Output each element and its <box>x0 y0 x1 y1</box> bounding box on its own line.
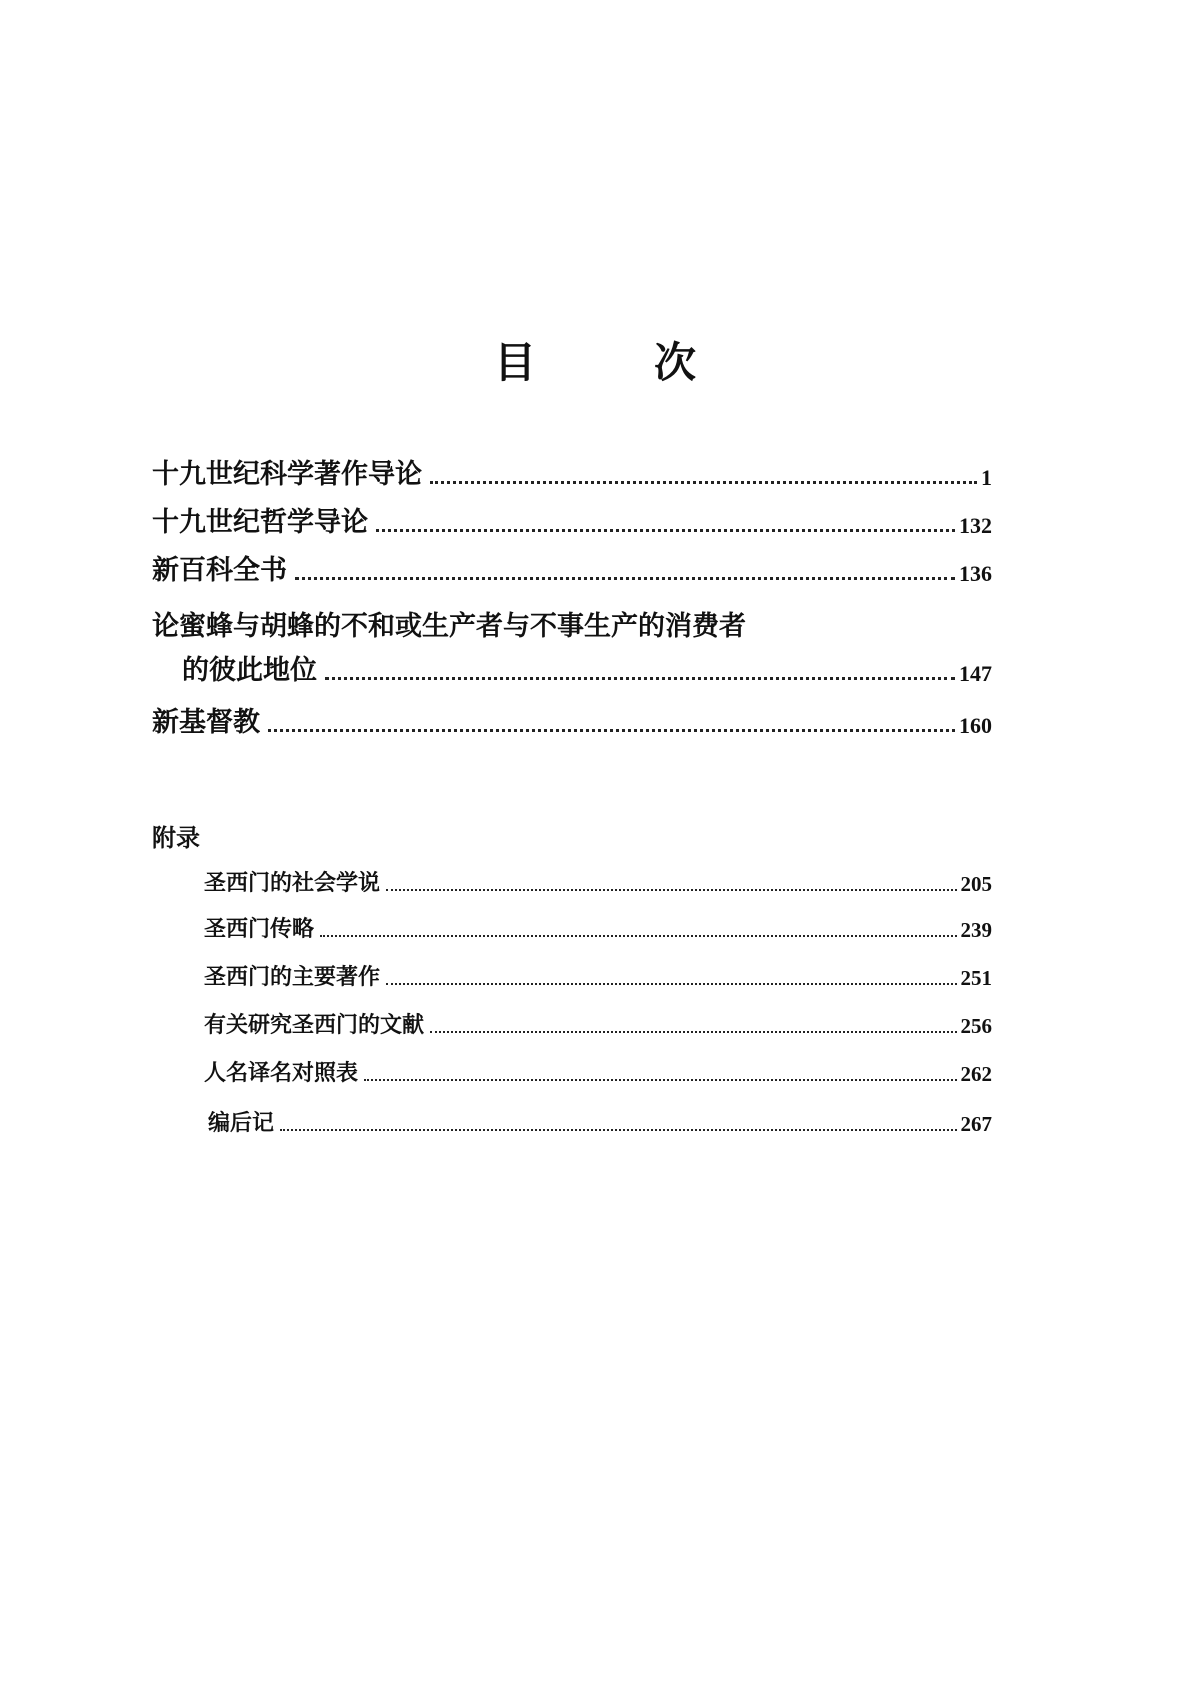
appendix-entry[interactable] <box>208 1106 992 1137</box>
appendix-entry-page: 256 <box>960 1014 992 1038</box>
appendix-entry-label: 圣西门的社会学说 <box>204 870 381 896</box>
toc-entry[interactable] <box>152 548 992 587</box>
toc-entry-label: 新百科全书 <box>152 555 287 586</box>
toc-entry-page: 136 <box>959 561 992 586</box>
toc-entry-page: 160 <box>959 713 992 738</box>
appendix-entry-label: 圣西门传略 <box>204 916 315 942</box>
appendix-entry[interactable] <box>204 912 992 943</box>
appendix-entry-page: 251 <box>960 966 992 990</box>
dot-leader <box>268 729 955 732</box>
appendix-entry-page: 239 <box>960 918 992 942</box>
appendix-entry-label: 有关研究圣西门的文献 <box>204 1012 425 1038</box>
toc-entry-page: 147 <box>959 661 992 686</box>
dot-leader <box>320 935 956 937</box>
toc-entry-label-line1[interactable]: 论蜜蜂与胡蜂的不和或生产者与不事生产的消费者 <box>152 611 746 642</box>
title-char-1: 目 <box>493 338 536 387</box>
dot-leader <box>430 1031 956 1033</box>
toc-entry[interactable] <box>152 500 992 539</box>
appendix-entry[interactable] <box>204 1056 992 1087</box>
toc-entry-label: 十九世纪科学著作导论 <box>152 459 422 490</box>
dot-leader <box>325 677 955 680</box>
appendix-entry[interactable] <box>204 960 992 991</box>
toc-entry[interactable] <box>152 452 992 491</box>
appendix-heading: 附录 <box>152 824 200 852</box>
appendix-entry-label: 人名译名对照表 <box>204 1060 359 1086</box>
dot-leader <box>430 481 977 484</box>
dot-leader <box>364 1079 956 1081</box>
dot-leader <box>295 577 955 580</box>
toc-entry-label: 新基督教 <box>152 707 260 738</box>
toc-entry-label: 十九世纪哲学导论 <box>152 507 368 538</box>
appendix-entry-page: 262 <box>960 1062 992 1086</box>
dot-leader <box>376 529 955 532</box>
appendix-entry-page: 205 <box>960 872 992 896</box>
toc-entry-page: 132 <box>959 513 992 538</box>
dot-leader <box>386 889 956 891</box>
appendix-entry[interactable] <box>204 1008 992 1039</box>
toc-entry-label: 的彼此地位 <box>182 655 317 686</box>
page-title <box>0 330 1190 390</box>
title-char-2: 次 <box>654 338 697 387</box>
appendix-entry[interactable] <box>204 866 992 897</box>
appendix-entry-label: 圣西门的主要著作 <box>204 964 381 990</box>
toc-entry[interactable] <box>152 700 992 739</box>
toc-entry[interactable] <box>182 648 992 687</box>
dot-leader <box>280 1129 956 1131</box>
toc-entry-page: 1 <box>981 465 992 490</box>
appendix-entry-page: 267 <box>960 1112 992 1136</box>
dot-leader <box>386 983 956 985</box>
appendix-entry-label: 编后记 <box>208 1110 275 1136</box>
